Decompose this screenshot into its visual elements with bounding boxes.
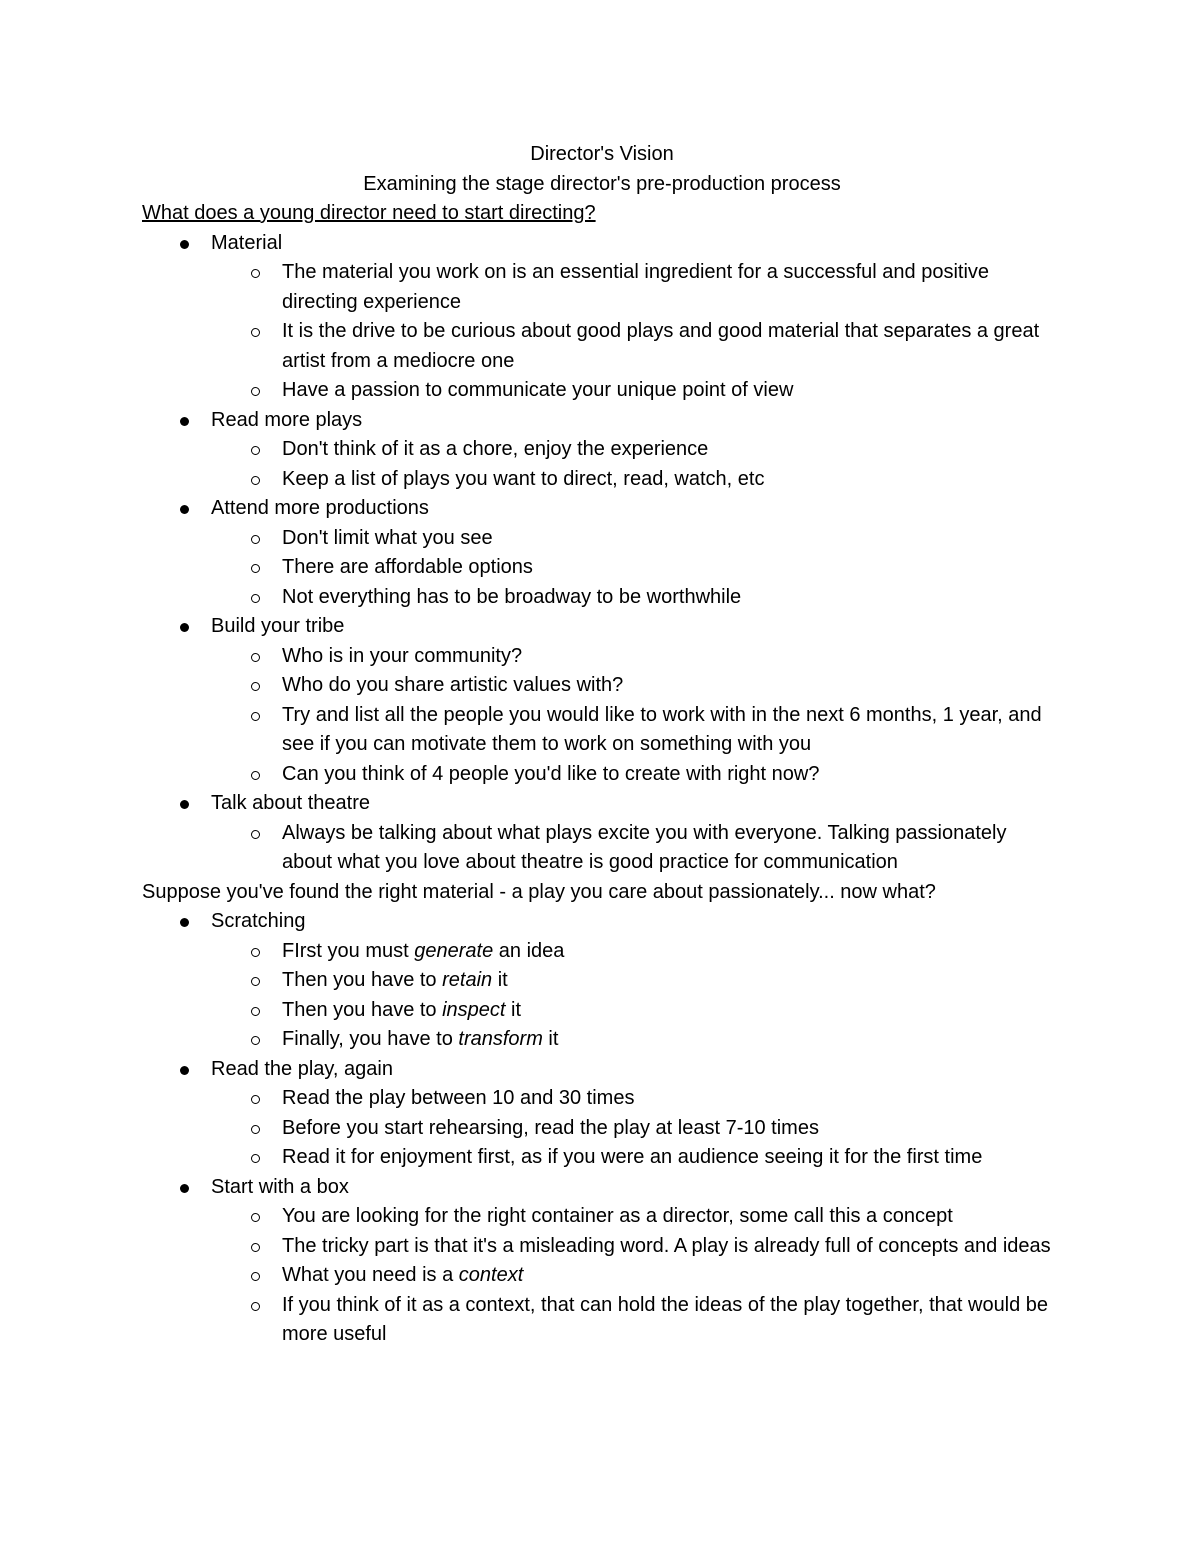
hollow-bullet-icon (251, 1272, 260, 1281)
document-page (142, 140, 1062, 1350)
sub-list-item-text: it (505, 998, 522, 1021)
sub-list-item-text: it (492, 969, 508, 991)
sub-list-item-text: Try and list all the people you would like to work with in the next 6 months, 1 year, and see if you can motivate them to work on something with you (282, 703, 1042, 755)
hollow-bullet-icon (251, 682, 260, 691)
list-item-material (211, 229, 1062, 406)
sub-list-item-text: Have a passion to communicate your unique point of view (282, 379, 794, 401)
emphasized-word: context (458, 1264, 524, 1286)
sub-list-item-text: FIrst you must (282, 939, 415, 962)
sub-list-item-text: Then you have to (282, 998, 443, 1021)
list-item-label: Build your tribe (211, 615, 345, 637)
sub-list-item (282, 819, 1062, 878)
sub-list-item-text: Who do you share artistic values with? (282, 674, 624, 696)
sub-list-item (282, 465, 1062, 495)
list-item-label: Read the play, again (211, 1057, 393, 1080)
list-item-label: Talk about theatre (211, 792, 370, 814)
sub-list-item (282, 1202, 1062, 1232)
hollow-bullet-icon (251, 328, 260, 337)
sub-list-item (282, 524, 1062, 554)
hollow-bullet-icon (251, 712, 260, 721)
list-item-talk-about-theatre (211, 789, 1062, 878)
hollow-bullet-icon (251, 269, 260, 278)
sub-list (211, 524, 1062, 613)
filled-bullet-icon (180, 505, 189, 514)
sub-list-item (282, 1114, 1062, 1144)
sub-list-item-text: Can you think of 4 people you'd like to create with right now? (282, 762, 820, 785)
sub-list-item-text: The tricky part is that it's a misleading word. A play is already full of concepts and ideas (282, 1234, 1051, 1257)
hollow-bullet-icon (251, 387, 260, 396)
sub-list-item (282, 553, 1062, 583)
sub-list-item (282, 671, 1062, 701)
sub-list-item-text: Then you have to (282, 969, 443, 991)
sub-list-item-text: Finally, you have to (282, 1028, 459, 1050)
sub-list-item (282, 1143, 1062, 1173)
filled-bullet-icon (180, 1066, 189, 1075)
sub-list-item-text: Read the play between 10 and 30 times (282, 1087, 635, 1109)
sub-list-item (282, 1025, 1062, 1055)
hollow-bullet-icon (251, 446, 260, 455)
hollow-bullet-icon (251, 1007, 260, 1016)
hollow-bullet-icon (251, 476, 260, 485)
section-heading-right-material: Suppose you've found the right material - a play you care about passionately... now what? (142, 880, 936, 903)
sub-list-item (282, 1232, 1062, 1262)
hollow-bullet-icon (251, 535, 260, 544)
sub-list-item (282, 1291, 1062, 1350)
sub-list-item-text: it (542, 1028, 559, 1050)
hollow-bullet-icon (251, 1036, 260, 1045)
hollow-bullet-icon (251, 564, 260, 573)
list-item-scratching (211, 907, 1062, 1055)
sub-list-item (282, 258, 1062, 317)
sub-list-item (282, 701, 1062, 760)
sub-list-item-text: Don't limit what you see (282, 526, 493, 549)
sub-list (211, 819, 1062, 878)
sub-list (211, 642, 1062, 790)
list-item-label: Material (211, 231, 283, 254)
sub-list (211, 1084, 1062, 1173)
sub-list-item-text: Before you start rehearsing, read the play at least 7-10 times (282, 1116, 819, 1139)
sub-list-item (282, 642, 1062, 672)
sub-list-item-text: If you think of it as a context, that can hold the ideas of the play together, that would be more useful (282, 1293, 1049, 1345)
list-item-label: Start with a box (211, 1175, 349, 1198)
list-item-read-more-plays (211, 406, 1062, 495)
sub-list-item (282, 966, 1062, 996)
document-title: Director's Vision (530, 143, 674, 165)
hollow-bullet-icon (251, 1095, 260, 1104)
list-item-start-with-a-box (211, 1173, 1062, 1350)
sub-list-item-text: Not everything has to be broadway to be worthwhile (282, 585, 742, 608)
filled-bullet-icon (180, 800, 189, 809)
filled-bullet-icon (180, 417, 189, 426)
hollow-bullet-icon (251, 1125, 260, 1134)
sub-list-item-text: Who is in your community? (282, 644, 523, 667)
sub-list-item (282, 760, 1062, 790)
sub-list-item-text: Read it for enjoyment first, as if you were an audience seeing it for the first time (282, 1146, 983, 1168)
sub-list-item-text: You are looking for the right container as a director, some call this a concept (282, 1205, 953, 1227)
hollow-bullet-icon (251, 1302, 260, 1311)
section-heading-young-director: What does a young director need to start directing? (142, 202, 596, 224)
sub-list-item-text: an idea (493, 939, 565, 962)
section1-bullet-list (142, 229, 1062, 878)
emphasized-word: retain (442, 969, 493, 991)
sub-list (211, 435, 1062, 494)
sub-list-item (282, 1261, 1062, 1291)
hollow-bullet-icon (251, 653, 260, 662)
emphasized-word: inspect (442, 998, 506, 1021)
sub-list-item (282, 937, 1062, 967)
sub-list-item (282, 1084, 1062, 1114)
list-item-label: Read more plays (211, 408, 363, 431)
hollow-bullet-icon (251, 977, 260, 986)
list-item-attend-more-productions (211, 494, 1062, 612)
sub-list-item-text: Always be talking about what plays excite you with everyone. Talking passionately about what you love about theatre is good practice for communication (282, 821, 1007, 873)
list-item-build-your-tribe (211, 612, 1062, 789)
filled-bullet-icon (180, 240, 189, 249)
sub-list-item-text: The material you work on is an essential ingredient for a successful and positive directing experience (282, 261, 990, 313)
sub-list-item-text: It is the drive to be curious about good plays and good material that separates a great artist from a mediocre one (282, 320, 1040, 372)
sub-list-item (282, 317, 1062, 376)
sub-list-item (282, 996, 1062, 1026)
emphasized-word: generate (414, 939, 494, 962)
filled-bullet-icon (180, 1184, 189, 1193)
sub-list-item-text: What you need is a (282, 1264, 459, 1286)
list-item-read-the-play-again (211, 1055, 1062, 1173)
hollow-bullet-icon (251, 1243, 260, 1252)
list-item-label: Attend more productions (211, 497, 429, 519)
hollow-bullet-icon (251, 830, 260, 839)
section2-bullet-list (142, 907, 1062, 1350)
sub-list-item-text: Keep a list of plays you want to direct, read, watch, etc (282, 467, 765, 490)
sub-list-item (282, 376, 1062, 406)
document-subtitle: Examining the stage director's pre-production process (363, 172, 841, 195)
hollow-bullet-icon (251, 594, 260, 603)
filled-bullet-icon (180, 623, 189, 632)
hollow-bullet-icon (251, 1154, 260, 1163)
hollow-bullet-icon (251, 771, 260, 780)
sub-list-item-text: There are affordable options (282, 556, 533, 578)
filled-bullet-icon (180, 918, 189, 927)
sub-list-item (282, 435, 1062, 465)
sub-list (211, 1202, 1062, 1350)
emphasized-word: transform (458, 1028, 543, 1050)
sub-list (211, 258, 1062, 406)
sub-list-item-text: Don't think of it as a chore, enjoy the experience (282, 438, 709, 460)
hollow-bullet-icon (251, 1213, 260, 1222)
list-item-label: Scratching (211, 910, 306, 932)
sub-list-item (282, 583, 1062, 613)
hollow-bullet-icon (251, 948, 260, 957)
sub-list (211, 937, 1062, 1055)
